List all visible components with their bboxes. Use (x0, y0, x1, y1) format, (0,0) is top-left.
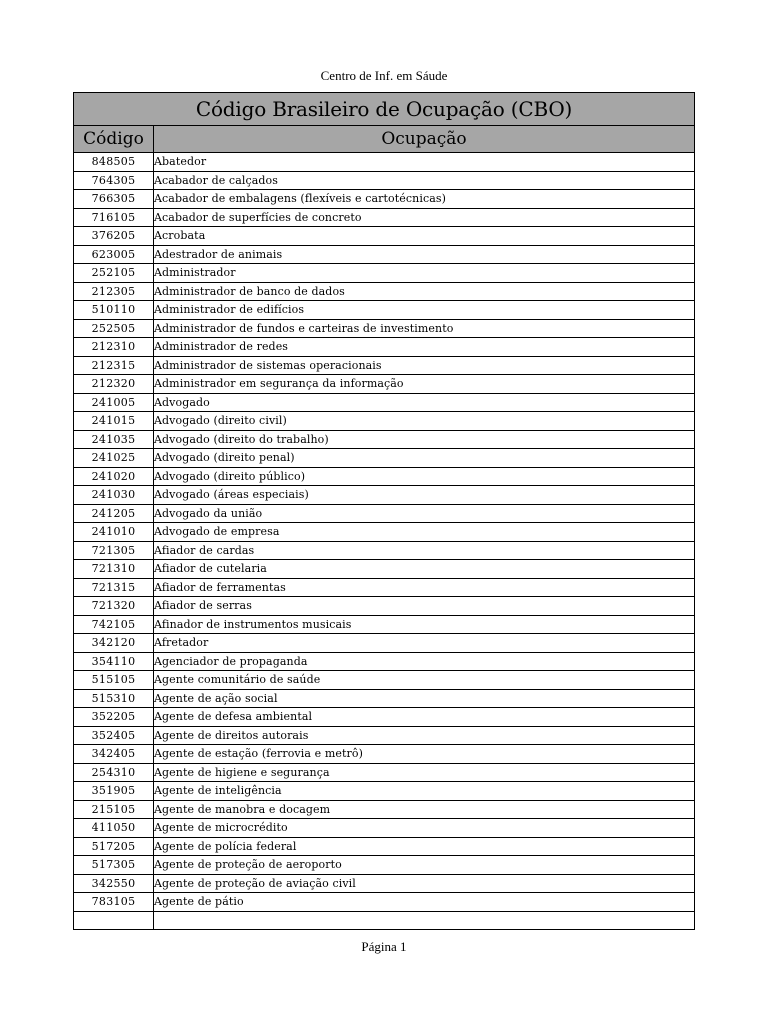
occupation-cell: Agente de manobra e docagem (154, 800, 695, 819)
code-cell: 517205 (74, 837, 154, 856)
page-header: Centro de Inf. em Sáude (320, 68, 448, 83)
table-row (74, 837, 695, 856)
code-cell: 241035 (74, 430, 154, 449)
table-row (74, 375, 695, 394)
table-row (74, 412, 695, 431)
occupation-cell: Afiador de cardas (154, 541, 695, 560)
table-row (74, 356, 695, 375)
table-row (74, 874, 695, 893)
code-cell: 212310 (74, 338, 154, 357)
table-title: Código Brasileiro de Ocupação (CBO) (74, 93, 695, 126)
page-footer: Página 1 (361, 939, 407, 954)
code-cell: 342120 (74, 634, 154, 653)
occupation-cell: Advogado de empresa (154, 523, 695, 542)
code-cell: 515105 (74, 671, 154, 690)
table-row (74, 264, 695, 283)
occupation-cell: Afretador (154, 634, 695, 653)
table-row (74, 245, 695, 264)
table-row (74, 227, 695, 246)
occupation-cell: Agente de ação social (154, 689, 695, 708)
table-row (74, 171, 695, 190)
code-cell: 215105 (74, 800, 154, 819)
code-cell: 241025 (74, 449, 154, 468)
table-row (74, 615, 695, 634)
table-row (74, 800, 695, 819)
code-cell: 241005 (74, 393, 154, 412)
column-header-occupation: Ocupação (154, 126, 695, 153)
code-cell: 351905 (74, 782, 154, 801)
occupation-cell: Administrador de edifícios (154, 301, 695, 320)
code-cell: 352405 (74, 726, 154, 745)
table-row (74, 338, 695, 357)
table-row (74, 726, 695, 745)
occupation-cell: Agente de proteção de aeroporto (154, 856, 695, 875)
table-row (74, 301, 695, 320)
occupation-cell: Acrobata (154, 227, 695, 246)
code-cell: 241205 (74, 504, 154, 523)
occupation-cell: Administrador em segurança da informação (154, 375, 695, 394)
code-cell: 212315 (74, 356, 154, 375)
code-cell: 411050 (74, 819, 154, 838)
table-row (74, 671, 695, 690)
code-cell: 848505 (74, 153, 154, 172)
table-row (74, 541, 695, 560)
occupation-cell: Abatedor (154, 153, 695, 172)
table-row (74, 190, 695, 209)
code-cell: 721315 (74, 578, 154, 597)
table-row (74, 560, 695, 579)
occupation-cell: Acabador de superfícies de concreto (154, 208, 695, 227)
table-row (74, 430, 695, 449)
code-cell: 241020 (74, 467, 154, 486)
occupation-cell: Agente de polícia federal (154, 837, 695, 856)
occupation-cell: Agenciador de propaganda (154, 652, 695, 671)
occupation-cell: Administrador de redes (154, 338, 695, 357)
code-cell: 764305 (74, 171, 154, 190)
occupation-cell: Advogado (154, 393, 695, 412)
table-row (74, 856, 695, 875)
occupation-cell: Agente de pátio (154, 893, 695, 912)
occupation-cell: Advogado (direito do trabalho) (154, 430, 695, 449)
occupation-cell: Afiador de ferramentas (154, 578, 695, 597)
occupation-cell: Advogado da união (154, 504, 695, 523)
cbo-table (73, 92, 695, 930)
occupation-cell: Advogado (áreas especiais) (154, 486, 695, 505)
code-cell: 783105 (74, 893, 154, 912)
occupation-cell (154, 911, 695, 930)
table-row (74, 597, 695, 616)
table-row (74, 282, 695, 301)
table-row (74, 634, 695, 653)
code-cell: 766305 (74, 190, 154, 209)
occupation-cell: Agente de inteligência (154, 782, 695, 801)
occupation-cell: Agente de defesa ambiental (154, 708, 695, 727)
table-row (74, 893, 695, 912)
occupation-cell: Administrador de fundos e carteiras de investimento (154, 319, 695, 338)
occupation-cell: Agente de proteção de aviação civil (154, 874, 695, 893)
code-cell: 742105 (74, 615, 154, 634)
code-cell: 241010 (74, 523, 154, 542)
code-cell (74, 911, 154, 930)
occupation-cell: Afiador de cutelaria (154, 560, 695, 579)
table-row (74, 689, 695, 708)
table-row (74, 208, 695, 227)
table-row (74, 763, 695, 782)
code-cell: 342405 (74, 745, 154, 764)
occupation-cell: Administrador (154, 264, 695, 283)
code-cell: 252505 (74, 319, 154, 338)
code-cell: 354110 (74, 652, 154, 671)
code-cell: 721305 (74, 541, 154, 560)
occupation-cell: Agente comunitário de saúde (154, 671, 695, 690)
occupation-cell: Agente de estação (ferrovia e metrô) (154, 745, 695, 764)
table-row (74, 578, 695, 597)
code-cell: 716105 (74, 208, 154, 227)
occupation-cell: Acabador de calçados (154, 171, 695, 190)
table-row (74, 467, 695, 486)
table-row (74, 319, 695, 338)
code-cell: 212305 (74, 282, 154, 301)
table-row (74, 745, 695, 764)
table-row (74, 819, 695, 838)
occupation-cell: Afinador de instrumentos musicais (154, 615, 695, 634)
code-cell: 376205 (74, 227, 154, 246)
code-cell: 623005 (74, 245, 154, 264)
table-row (74, 449, 695, 468)
code-cell: 721310 (74, 560, 154, 579)
table-row (74, 486, 695, 505)
occupation-cell: Administrador de sistemas operacionais (154, 356, 695, 375)
occupation-cell: Advogado (direito penal) (154, 449, 695, 468)
table-row (74, 652, 695, 671)
code-cell: 515310 (74, 689, 154, 708)
table-row (74, 393, 695, 412)
column-header-code: Código (74, 126, 154, 153)
occupation-cell: Advogado (direito público) (154, 467, 695, 486)
occupation-cell: Agente de microcrédito (154, 819, 695, 838)
occupation-cell: Acabador de embalagens (flexíveis e cartotécnicas) (154, 190, 695, 209)
code-cell: 241030 (74, 486, 154, 505)
code-cell: 241015 (74, 412, 154, 431)
code-cell: 212320 (74, 375, 154, 394)
occupation-cell: Administrador de banco de dados (154, 282, 695, 301)
occupation-cell: Afiador de serras (154, 597, 695, 616)
table-row (74, 911, 695, 930)
table-row (74, 708, 695, 727)
code-cell: 721320 (74, 597, 154, 616)
table-body (74, 153, 695, 930)
occupation-cell: Adestrador de animais (154, 245, 695, 264)
occupation-cell: Agente de direitos autorais (154, 726, 695, 745)
occupation-cell: Agente de higiene e segurança (154, 763, 695, 782)
table-row (74, 523, 695, 542)
table-row (74, 782, 695, 801)
occupation-cell: Advogado (direito civil) (154, 412, 695, 431)
table-row (74, 153, 695, 172)
code-cell: 510110 (74, 301, 154, 320)
code-cell: 252105 (74, 264, 154, 283)
code-cell: 342550 (74, 874, 154, 893)
code-cell: 517305 (74, 856, 154, 875)
code-cell: 254310 (74, 763, 154, 782)
code-cell: 352205 (74, 708, 154, 727)
table-row (74, 504, 695, 523)
